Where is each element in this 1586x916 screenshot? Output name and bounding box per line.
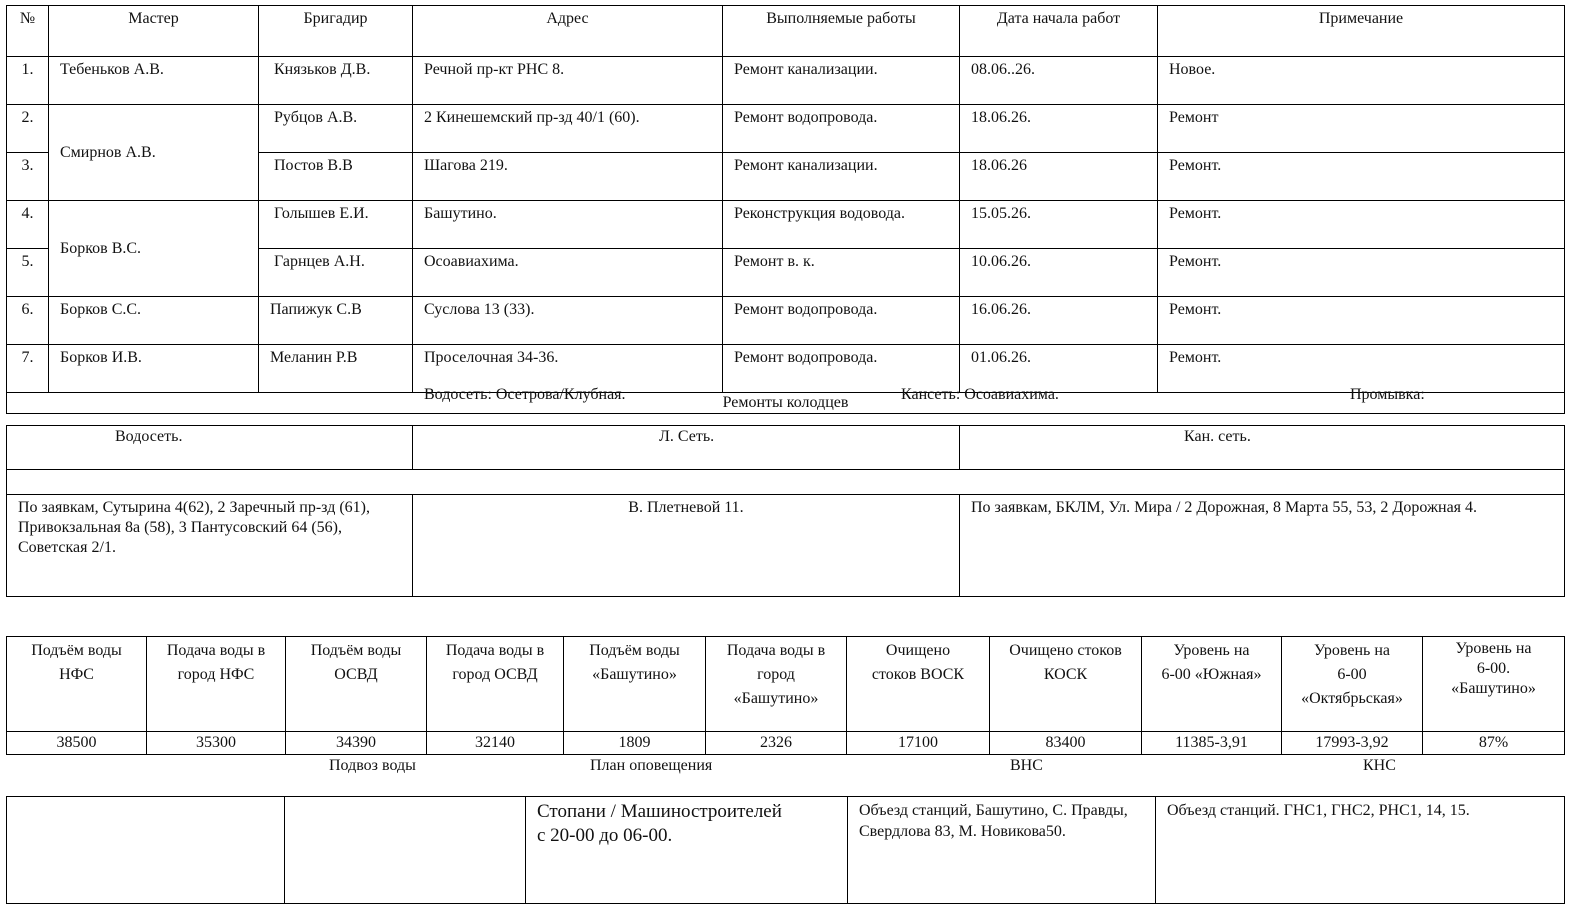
podvoz-label: Подвоз воды: [329, 757, 416, 774]
row-foreman: Голышев Е.И.: [259, 201, 413, 249]
header-indicator: Очищено стоков КОСК: [990, 637, 1142, 732]
empty-cell: [7, 797, 285, 904]
row-num: 4.: [7, 201, 49, 249]
row-note: Ремонт: [1158, 105, 1565, 153]
table-row: [7, 297, 1565, 345]
header-indicator: Уровень на 6-00 «Октябрьская»: [1282, 637, 1423, 732]
indicator-value: 11385-3,91: [1142, 732, 1282, 755]
table-row: [7, 105, 1565, 153]
kns-label: КНС: [1363, 757, 1396, 774]
header-indicator: Подъём воды ОСВД: [286, 637, 427, 732]
row-note: Ремонт.: [1158, 153, 1565, 201]
works-table: [6, 5, 1565, 414]
header-indicator: Подъём воды НФС: [7, 637, 147, 732]
vns-label: ВНС: [1010, 757, 1043, 774]
bottom-row: [7, 797, 1565, 904]
row-num: 7.: [7, 345, 49, 393]
row-address: 2 Кинешемский пр-зд 40/1 (60).: [413, 105, 723, 153]
vodoset-text: По заявкам, Сутырина 4(62), 2 Заречный пр-зд (61), Привокзальная 8а (58), 3 Пантусовский 64 (56), Советская 2/1.: [7, 495, 413, 597]
row-note: Ремонт.: [1158, 201, 1565, 249]
header-indicator: Подача воды в город НФС: [147, 637, 286, 732]
indicator-value: 87%: [1423, 732, 1565, 755]
row-foreman: Гарнцев А.Н.: [259, 249, 413, 297]
lset-text: В. Плетневой 11.: [413, 495, 960, 597]
table-row: [7, 57, 1565, 105]
row-num: 1.: [7, 57, 49, 105]
networks-body-row: [7, 495, 1565, 597]
row-note: Ремонт.: [1158, 249, 1565, 297]
indicator-value: 35300: [147, 732, 286, 755]
header-address: Адрес: [413, 6, 723, 57]
row-work: Ремонт водопровода.: [723, 105, 960, 153]
networks-table: [6, 425, 1565, 597]
row-num: 6.: [7, 297, 49, 345]
vodoset-line: Водосеть: Осетрова/Клубная.: [424, 386, 626, 403]
empty-cell: [7, 470, 1565, 495]
indicators-values-row: [7, 732, 1565, 755]
row-num: 3.: [7, 153, 49, 201]
row-address: Башутино.: [413, 201, 723, 249]
row-foreman: Рубцов А.В.: [259, 105, 413, 153]
row-work: Ремонт канализации.: [723, 57, 960, 105]
header-date: Дата начала работ: [960, 6, 1158, 57]
plan-text: Стопани / Машиностроителей с 20-00 до 06-00.: [526, 797, 848, 904]
table-row: [7, 345, 1565, 393]
row-date: 08.06..26.: [960, 57, 1158, 105]
row-date: 18.06.26: [960, 153, 1158, 201]
row-work: Реконструкция водовода.: [723, 201, 960, 249]
row-master: Борков В.С.: [49, 201, 259, 297]
indicator-value: 17993-3,92: [1282, 732, 1423, 755]
row-address: Речной пр-кт РНС 8.: [413, 57, 723, 105]
header-master: Мастер: [49, 6, 259, 57]
row-foreman: Постов В.В: [259, 153, 413, 201]
header-lset: Л. Сеть.: [413, 426, 960, 470]
empty-cell: [285, 797, 526, 904]
row-foreman: Князьков Д.В.: [259, 57, 413, 105]
header-indicator: Подъём воды «Башутино»: [564, 637, 706, 732]
row-work: Ремонт в. к.: [723, 249, 960, 297]
row-work: Ремонт водопровода.: [723, 297, 960, 345]
row-master: Борков И.В.: [49, 345, 259, 393]
row-address: Осоавиахима.: [413, 249, 723, 297]
row-note: Ремонт.: [1158, 345, 1565, 393]
water-indicators-table: [6, 636, 1565, 755]
header-indicator: Подача воды в город «Башутино»: [706, 637, 847, 732]
networks-empty-row: [7, 470, 1565, 495]
indicator-value: 83400: [990, 732, 1142, 755]
row-master: Тебеньков А.В.: [49, 57, 259, 105]
promyvka-line: Промывка:: [1350, 386, 1425, 403]
table-row: [7, 201, 1565, 249]
indicator-value: 32140: [427, 732, 564, 755]
indicators-header-row: [7, 637, 1565, 732]
row-note: Ремонт.: [1158, 297, 1565, 345]
row-date: 10.06.26.: [960, 249, 1158, 297]
kanset-line: Кансеть: Осоавиахима.: [901, 386, 1059, 403]
header-foreman: Бригадир: [259, 6, 413, 57]
header-work: Выполняемые работы: [723, 6, 960, 57]
row-note: Новое.: [1158, 57, 1565, 105]
header-note: Примечание: [1158, 6, 1565, 57]
indicator-value: 34390: [286, 732, 427, 755]
row-work: Ремонт канализации.: [723, 153, 960, 201]
header-vodoset: Водосеть.: [7, 426, 413, 470]
plan-label: План оповещения: [590, 757, 713, 774]
row-work: Ремонт водопровода.: [723, 345, 960, 393]
bottom-table: [6, 796, 1565, 904]
indicator-value: 38500: [7, 732, 147, 755]
row-date: 15.05.26.: [960, 201, 1158, 249]
header-indicator: Уровень на 6-00 «Южная»: [1142, 637, 1282, 732]
row-num: 5.: [7, 249, 49, 297]
indicator-value: 2326: [706, 732, 847, 755]
header-indicator: Очищено стоков ВОСК: [847, 637, 990, 732]
row-date: 01.06.26.: [960, 345, 1158, 393]
header-kanset: Кан. сеть.: [960, 426, 1565, 470]
row-master: Борков С.С.: [49, 297, 259, 345]
indicator-value: 1809: [564, 732, 706, 755]
header-num: №: [7, 6, 49, 57]
kanset-text: По заявкам, БКЛМ, Ул. Мира / 2 Дорожная, 8 Марта 55, 53, 2 Дорожная 4.: [960, 495, 1565, 597]
header-indicator: Уровень на 6-00. «Башутино»: [1423, 637, 1565, 732]
row-foreman: Меланин Р.В: [259, 345, 413, 393]
row-address: Шагова 219.: [413, 153, 723, 201]
wells-label: Ремонты колодцев: [7, 393, 1565, 414]
kns-text: Объезд станций. ГНС1, ГНС2, РНС1, 14, 15.: [1156, 797, 1565, 904]
table-header-row: [7, 6, 1565, 57]
wells-row: [7, 393, 1565, 414]
row-date: 18.06.26.: [960, 105, 1158, 153]
networks-header-row: [7, 426, 1565, 470]
row-date: 16.06.26.: [960, 297, 1158, 345]
header-indicator: Подача воды в город ОСВД: [427, 637, 564, 732]
row-address: Суслова 13 (33).: [413, 297, 723, 345]
row-master: Смирнов А.В.: [49, 105, 259, 201]
indicator-value: 17100: [847, 732, 990, 755]
vns-text: Объезд станций, Башутино, С. Правды, Свердлова 83, М. Новикова50.: [848, 797, 1156, 904]
row-foreman: Папижук С.В: [259, 297, 413, 345]
row-address: Проселочная 34-36.: [413, 345, 723, 393]
row-num: 2.: [7, 105, 49, 153]
